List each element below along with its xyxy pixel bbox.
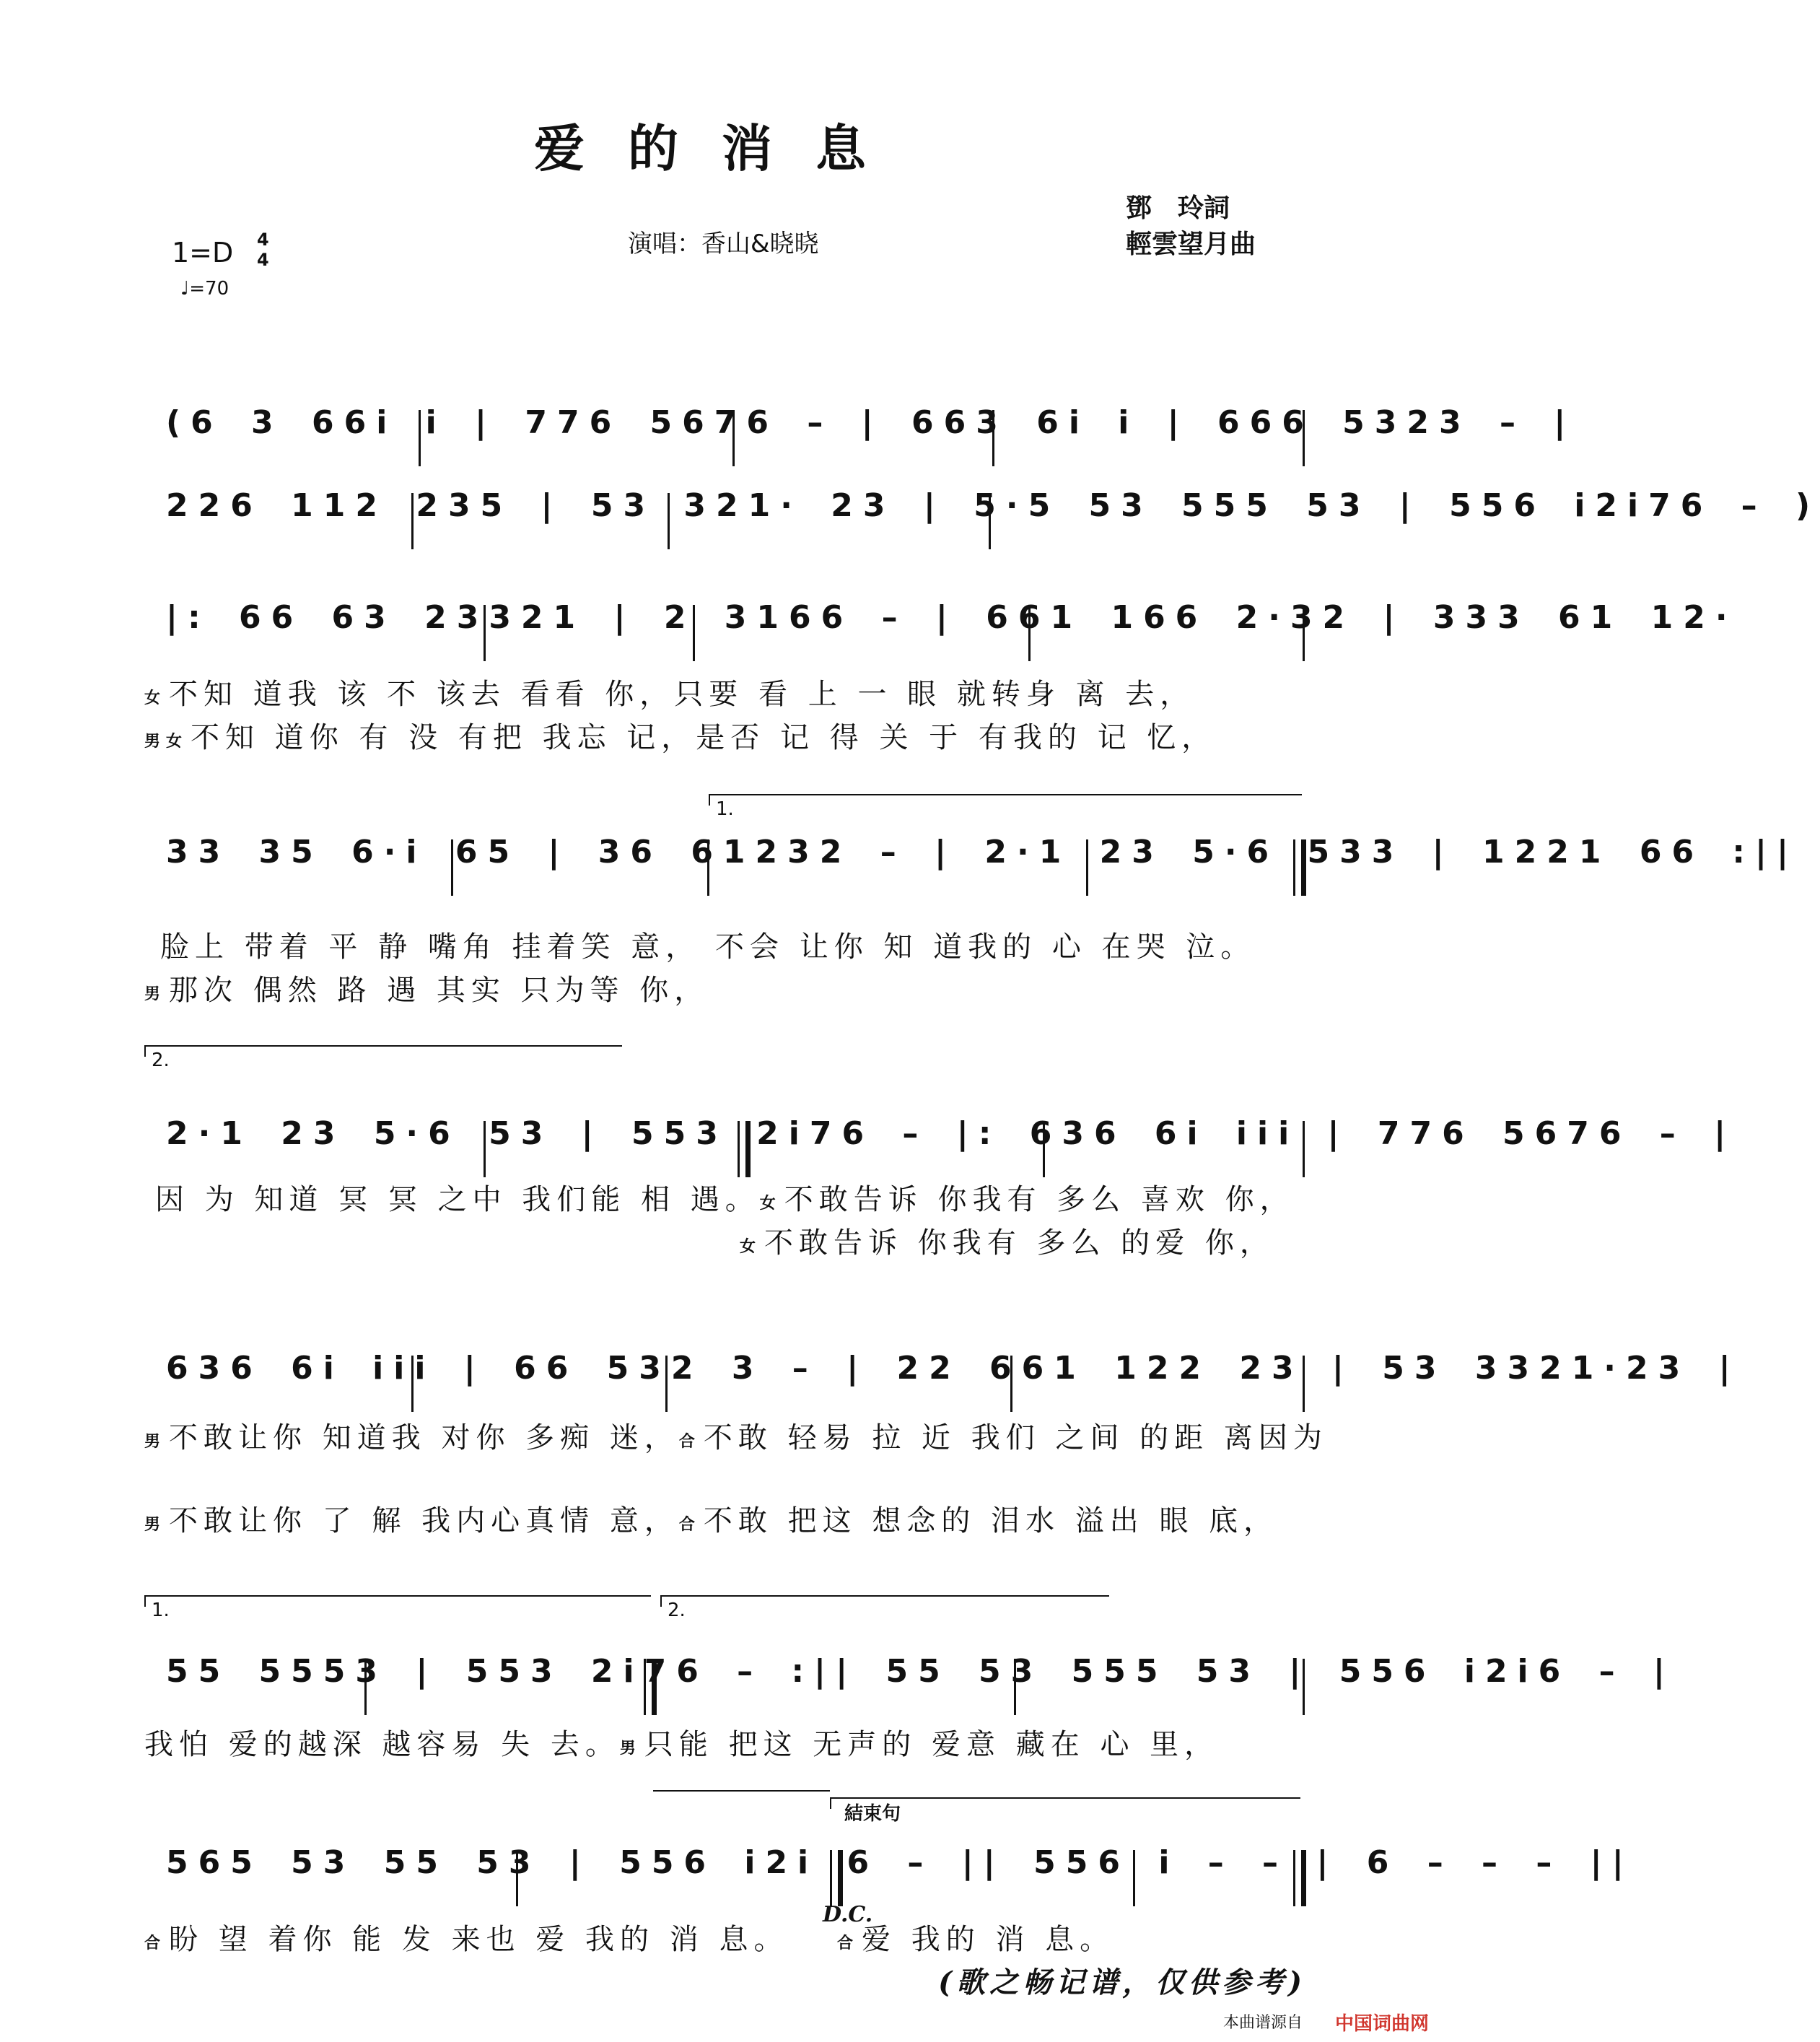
- staff-8-notes: 565 53 55 53 | 556 i2i 6 – || 556 i – – | 6 – – – ||: [166, 1844, 1634, 1881]
- start-repeat-barline: [738, 1121, 751, 1177]
- barline: [1303, 1356, 1305, 1412]
- staff-1: [144, 397, 1576, 476]
- staff-5: [144, 1108, 1736, 1187]
- barline: [419, 410, 421, 466]
- barline: [364, 1659, 367, 1715]
- staff-4-notes: 33 35 6·i 65 | 36 61232 – | 2·1 23 5·6 533 | 1221 66 :||: [166, 834, 1799, 871]
- lyric-line-4: [144, 967, 1313, 1008]
- barline: [1303, 1121, 1305, 1177]
- barline: [989, 493, 991, 549]
- barline: [732, 410, 735, 466]
- time-signature: [257, 230, 269, 270]
- end-repeat-barline: [1293, 839, 1306, 896]
- lyric-line-7: [144, 1415, 1328, 1456]
- role-label: 男女: [144, 731, 188, 751]
- barline: [1303, 605, 1305, 661]
- double-barline: [830, 1850, 843, 1906]
- role-label: 女: [759, 1193, 782, 1213]
- lyric-text: 不敢 轻易 拉 近 我们 之间 的距 离因为: [703, 1421, 1328, 1454]
- staff-2: [144, 480, 1820, 559]
- volta-label: 1.: [152, 1600, 170, 1621]
- staff-3: [144, 592, 1738, 671]
- da-capo-mark: D.C.: [823, 1902, 873, 1927]
- lyric-text: 不敢让你 了 解 我内心真情 意，: [169, 1504, 679, 1537]
- barline: [1086, 839, 1088, 896]
- volta-label: 2.: [152, 1050, 170, 1071]
- staff-5-notes: 2·1 23 5·6 53 | 553 2i76 – |: 636 6i iii | 776 5676 – |: [166, 1115, 1736, 1152]
- key-signature: 1=D: [172, 237, 234, 269]
- barline: [707, 839, 709, 896]
- lyric-text: 只能 把这 无声的 爱意 藏在 心 里，: [644, 1728, 1220, 1761]
- staff-7-notes: 55 5553 | 553 2i76 – :|| 55 53 555 53 | 556 i2i6 – |: [166, 1653, 1675, 1690]
- volta-label: 2.: [668, 1600, 686, 1621]
- barline: [516, 1850, 518, 1906]
- lyric-text: 不敢告诉 你我有 多么 喜欢 你，: [784, 1183, 1295, 1216]
- volta-label: 1.: [716, 798, 734, 820]
- barline: [1010, 1356, 1012, 1412]
- tempo-mark: ♩=70: [180, 278, 229, 300]
- barline: [1028, 605, 1031, 661]
- lyric-text: 我怕 爱的越深 越容易 失 去。: [144, 1728, 620, 1761]
- barline: [484, 605, 486, 661]
- lyric-line-6: [740, 1220, 1317, 1261]
- song-title: 爱的消息: [534, 118, 909, 178]
- time-signature-bottom: 4: [257, 250, 269, 270]
- barline: [411, 493, 414, 549]
- lyric-text: 盼 望 着你 能 发 来也 爱 我的 消 息。: [169, 1923, 789, 1956]
- final-barline: [1293, 1850, 1306, 1906]
- staff-7: [144, 1646, 1675, 1725]
- volta-2: [144, 1045, 622, 1071]
- lyric-line-2: [144, 715, 1313, 756]
- barline: [451, 839, 453, 896]
- lyric-line-1: [144, 671, 1313, 712]
- role-label: 合: [678, 1431, 701, 1451]
- staff-3-notes: |: 66 63 23321 | 2 3166 – | 661 166 2·32 | 333 61 12·: [166, 599, 1738, 636]
- lyric-line-8: [144, 1498, 1313, 1539]
- barline: [1303, 1659, 1305, 1715]
- staff-8: [144, 1837, 1634, 1916]
- volta-1: [709, 794, 1302, 820]
- lyric-text: 不知 道你 有 没 有把 我忘 记，是否 记 得 关 于 有我的 记 忆，: [191, 721, 1217, 754]
- transcription-note: (歌之畅记谱，仅供参考): [938, 1965, 1306, 1999]
- role-label: 男: [619, 1738, 642, 1758]
- staff-1-notes: (6 3 66i i | 776 5676 – | 663 6i i | 666 5323 – |: [166, 404, 1576, 441]
- role-label: 女: [740, 1236, 762, 1256]
- barline: [411, 1356, 414, 1412]
- staff-6-notes: 636 6i iii | 66 532 3 – | 22 661 122 23 | 53 3321·23 |: [166, 1350, 1741, 1387]
- barline: [484, 1121, 486, 1177]
- role-label: 合: [678, 1514, 701, 1534]
- lyric-text: 因 为 知道 冥 冥 之中 我们能 相 遇。: [155, 1183, 760, 1216]
- barline: [992, 410, 994, 466]
- barline: [665, 1356, 668, 1412]
- volta-2b: [660, 1595, 1109, 1621]
- lyric-text: 那次 偶然 路 遇 其实 只为等 你，: [169, 974, 709, 1007]
- lyricist-credit: 鄧 玲詞: [1126, 193, 1230, 223]
- ending-label: 結束句: [844, 1803, 901, 1825]
- lyric-text: 不敢 把这 想念的 泪水 溢出 眼 底，: [703, 1504, 1279, 1537]
- staff-6: [144, 1343, 1741, 1422]
- performer-credit: 演唱：香山&晓晓: [628, 230, 819, 258]
- role-label: 男: [144, 984, 167, 1003]
- lyric-line-5: [144, 1177, 1313, 1218]
- barline: [693, 605, 695, 661]
- role-label: 男: [144, 1514, 167, 1534]
- source-label: 本曲谱源自: [1222, 2014, 1303, 2032]
- role-label: 合: [837, 1933, 859, 1952]
- lyric-text: 爱 我的 消 息。: [862, 1923, 1115, 1956]
- staff-2-notes: 226 112 235 | 53 321· 23 | 5·5 53 555 53 | 556 i2i76 – ): [166, 487, 1820, 524]
- barline: [1043, 1121, 1045, 1177]
- lyric-text: 不敢让你 知道我 对你 多痴 迷，: [169, 1421, 679, 1454]
- barline: [1303, 410, 1305, 466]
- composer-credit: 輕雲望月曲: [1126, 229, 1256, 259]
- lyric-text: 不知 道我 该 不 该去 看看 你，只要 看 上 一 眼 就转身 离 去，: [169, 678, 1195, 711]
- staff-4: [144, 826, 1799, 906]
- brand-link[interactable]: 中国词曲网: [1334, 2013, 1429, 2035]
- role-label: 女: [144, 688, 167, 707]
- lyric-text: 脸上 带着 平 静 嘴角 挂着笑 意， 不会 让你 知 道我的 心 在哭 泣。: [160, 930, 1256, 964]
- barline: [668, 493, 670, 549]
- role-label: 合: [144, 1933, 167, 1952]
- lyric-line-9: [144, 1722, 1313, 1763]
- volta-1b: [144, 1595, 651, 1621]
- role-label: 男: [144, 1431, 167, 1451]
- ending-line: [653, 1790, 830, 1792]
- lyric-text: 不敢告诉 你我有 多么 的爱 你，: [764, 1226, 1274, 1260]
- barline: [1014, 1659, 1016, 1715]
- barline: [1133, 1850, 1135, 1906]
- lyric-line-11: [837, 1916, 1270, 1958]
- lyric-line-3: [144, 924, 1313, 965]
- time-signature-top: 4: [257, 230, 269, 250]
- end-repeat-barline: [644, 1659, 657, 1715]
